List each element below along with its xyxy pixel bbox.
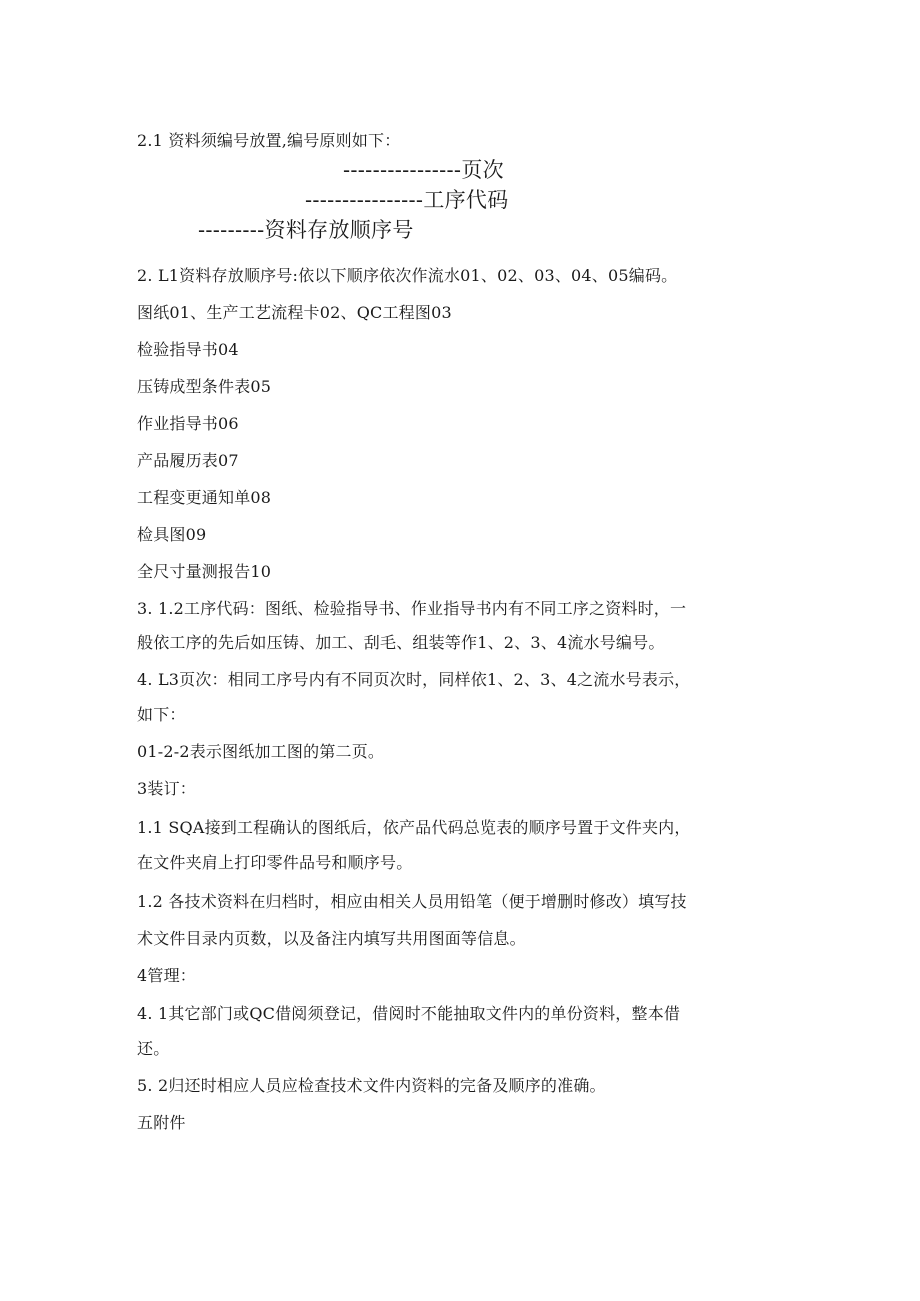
paragraph-line: 检具图09 xyxy=(137,525,207,544)
paragraph-line: 检验指导书04 xyxy=(137,340,239,359)
paragraph-line: 01-2-2表示图纸加工图的第二页。 xyxy=(137,742,385,761)
paragraph-line: 3装订： xyxy=(137,779,196,798)
code-line-sequence: ---------资料存放顺序号 xyxy=(198,218,414,242)
paragraph-line: 5. 2归还时相应人员应检查技术文件内资料的完备及顺序的准确。 xyxy=(137,1076,606,1095)
paragraph-line: 还。 xyxy=(137,1039,170,1058)
paragraph-line: 4. 1其它部门或QC借阅须登记，借阅时不能抽取文件内的单份资料，整本借 xyxy=(137,1004,681,1023)
paragraph-line: 2. L1资料存放顺序号:依以下顺序依次作流水01、02、03、04、05编码。 xyxy=(137,266,678,285)
paragraph-line: 工程变更通知单08 xyxy=(137,488,272,507)
paragraph-line: 五附件 xyxy=(137,1113,186,1132)
paragraph-line: 产品履历表07 xyxy=(137,451,239,470)
paragraph-line: 作业指导书06 xyxy=(137,414,239,433)
paragraph-line: 如下： xyxy=(137,705,186,724)
paragraph-line: 般依工序的先后如压铸、加工、刮毛、组装等作1、2、3、4流水号编号。 xyxy=(137,633,665,652)
code-line-page: ----------------页次 xyxy=(343,158,504,182)
paragraph-line: 在文件夹肩上打印零件品号和顺序号。 xyxy=(137,853,413,872)
numbering-principle-heading: 2.1 资料须编号放置,编号原则如下： xyxy=(137,131,401,150)
paragraph-line: 3. 1.2工序代码：图纸、检验指导书、作业指导书内有不同工序之资料时，一 xyxy=(137,599,687,618)
paragraph-line: 图纸01、生产工艺流程卡02、QC工程图03 xyxy=(137,303,452,322)
paragraph-line: 全尺寸量测报告10 xyxy=(137,562,272,581)
paragraph-line: 压铸成型条件表05 xyxy=(137,377,272,396)
paragraph-line: 术文件目录内页数，以及备注内填写共用图面等信息。 xyxy=(137,929,526,948)
paragraph-line: 4管理： xyxy=(137,966,196,985)
paragraph-line: 1.2 各技术资料在归档时，相应由相关人员用铅笔（便于增删时修改）填写技 xyxy=(137,892,687,911)
paragraph-line: 4. L3页次：相同工序号内有不同页次时，同样依1、2、3、4之流水号表示， xyxy=(137,670,691,689)
paragraph-line: 1.1 SQA接到工程确认的图纸后，依产品代码总览表的顺序号置于文件夹内， xyxy=(137,818,691,837)
code-line-process: ----------------工序代码 xyxy=(305,188,509,212)
